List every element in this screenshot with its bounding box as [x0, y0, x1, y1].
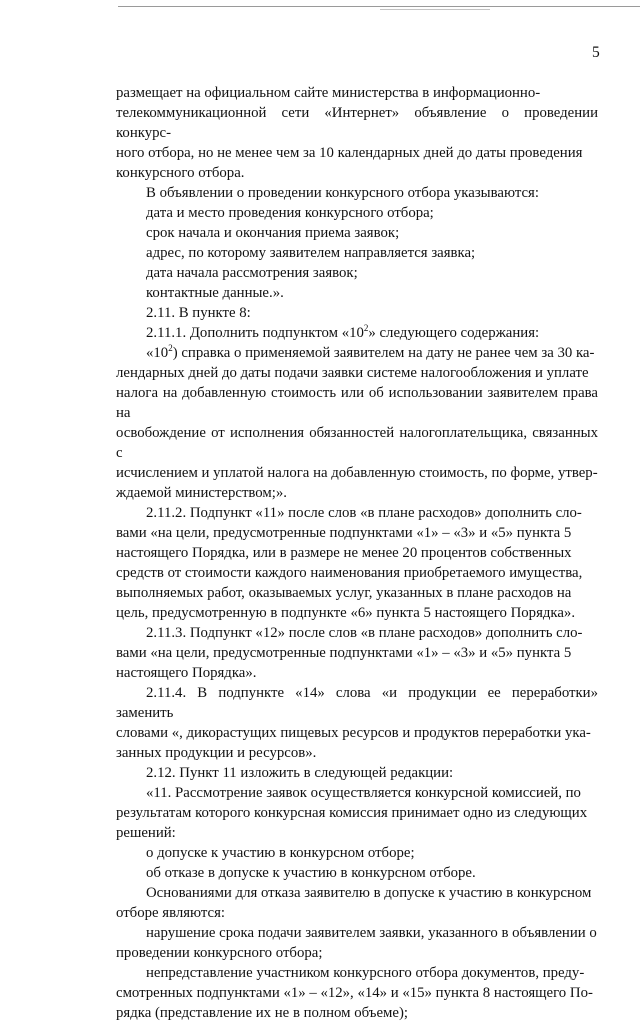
text-line: выполняемых работ, оказываемых услуг, указанных в плане расходов на: [116, 585, 572, 601]
text-line: рядка (представление их не в полном объеме);: [116, 1005, 408, 1021]
text-line: о допуске к участию в конкурсном отборе;: [146, 845, 415, 861]
text-line: проведении конкурсного отбора;: [116, 945, 323, 961]
text-line: 2.11.3. Подпункт «12» после слов «в плане расходов» дополнить сло-: [146, 625, 583, 641]
text-line: 2.11. В пункте 8:: [146, 305, 251, 321]
text-line: налога на добавленную стоимость или об использовании заявителем права на: [116, 385, 598, 421]
text-line: словами «, дикорастущих пищевых ресурсов и продуктов переработки ука-: [116, 725, 591, 741]
text-line: [116, 343, 598, 363]
text-line: решений:: [116, 825, 176, 841]
superscript: 2: [363, 323, 369, 334]
text-segment: ) справка о применяемой заявителем на дату не ранее чем за 30 ка-: [172, 345, 595, 361]
page-number: 5: [592, 44, 600, 61]
text-line: вами «на цели, предусмотренные подпунктами «1» – «3» и «5» пункта 5: [116, 645, 572, 661]
text-line: ждаемой министерством;».: [116, 485, 287, 501]
text-line: 2.11.2. Подпункт «11» после слов «в плане расходов» дополнить сло-: [146, 505, 582, 521]
text-line: 2.11.4. В подпункте «14» слова «и продукции ее переработки» заменить: [116, 685, 598, 721]
text-line: контактные данные.».: [146, 285, 284, 301]
text-line: В объявлении о проведении конкурсного отбора указываются:: [146, 185, 539, 201]
scan-edge-line: [118, 6, 640, 7]
text-line: 2.12. Пункт 11 изложить в следующей редакции:: [146, 765, 454, 781]
text-line: срок начала и окончания приема заявок;: [146, 225, 400, 241]
text-line: нарушение срока подачи заявителем заявки, указанного в объявлении о: [146, 925, 597, 941]
scan-edge-line-secondary: [380, 9, 490, 10]
text-line: ного отбора, но не менее чем за 10 календарных дней до даты проведения: [116, 145, 583, 161]
text-line: «11. Рассмотрение заявок осуществляется конкурсной комиссией, по: [146, 785, 581, 801]
text-line: размещает на официальном сайте министерства в информационно-: [116, 85, 541, 101]
text-line: занных продукции и ресурсов».: [116, 745, 317, 761]
text-line: конкурсного отбора.: [116, 165, 245, 181]
text-line: средств от стоимости каждого наименования приобретаемого имущества,: [116, 565, 583, 581]
text-line: адрес, по которому заявителем направляется заявка;: [146, 245, 476, 261]
text-line: результатам которого конкурсная комиссия принимает одно из следующих: [116, 805, 588, 821]
text-line: вами «на цели, предусмотренные подпунктами «1» – «3» и «5» пункта 5: [116, 525, 572, 541]
text-line: [116, 323, 598, 343]
text-line: отборе являются:: [116, 905, 226, 921]
text-segment: 2.11.1. Дополнить подпунктом «10: [146, 325, 364, 341]
text-line: смотренных подпунктами «1» – «12», «14» и «15» пункта 8 настоящего По-: [116, 985, 593, 1001]
text-line: об отказе в допуске к участию в конкурсном отборе.: [146, 865, 476, 881]
text-segment: «10: [146, 345, 169, 361]
text-line: цель, предусмотренную в подпункте «6» пункта 5 настоящего Порядка».: [116, 605, 576, 621]
document-body: [116, 83, 598, 1023]
text-line: лендарных дней до даты подачи заявки системе налогообложения и уплате: [116, 365, 589, 381]
text-line: дата начала рассмотрения заявок;: [146, 265, 358, 281]
text-line: непредставление участником конкурсного отбора документов, преду-: [146, 965, 585, 981]
text-line: исчислением и уплатой налога на добавленную стоимость, по форме, утвер-: [116, 465, 598, 481]
text-segment: » следующего содержания:: [368, 325, 540, 341]
text-line: дата и место проведения конкурсного отбора;: [146, 205, 434, 221]
superscript: 2: [168, 343, 173, 354]
text-line: настоящего Порядка, или в размере не менее 20 процентов собственных: [116, 545, 572, 561]
text-line: телекоммуникационной сети «Интернет» объявление о проведении конкурс-: [116, 105, 598, 141]
text-line: настоящего Порядка».: [116, 665, 257, 681]
text-line: освобождение от исполнения обязанностей налогоплательщика, связанных с: [116, 425, 598, 461]
text-line: Основаниями для отказа заявителю в допуске к участию в конкурсном: [146, 885, 592, 901]
